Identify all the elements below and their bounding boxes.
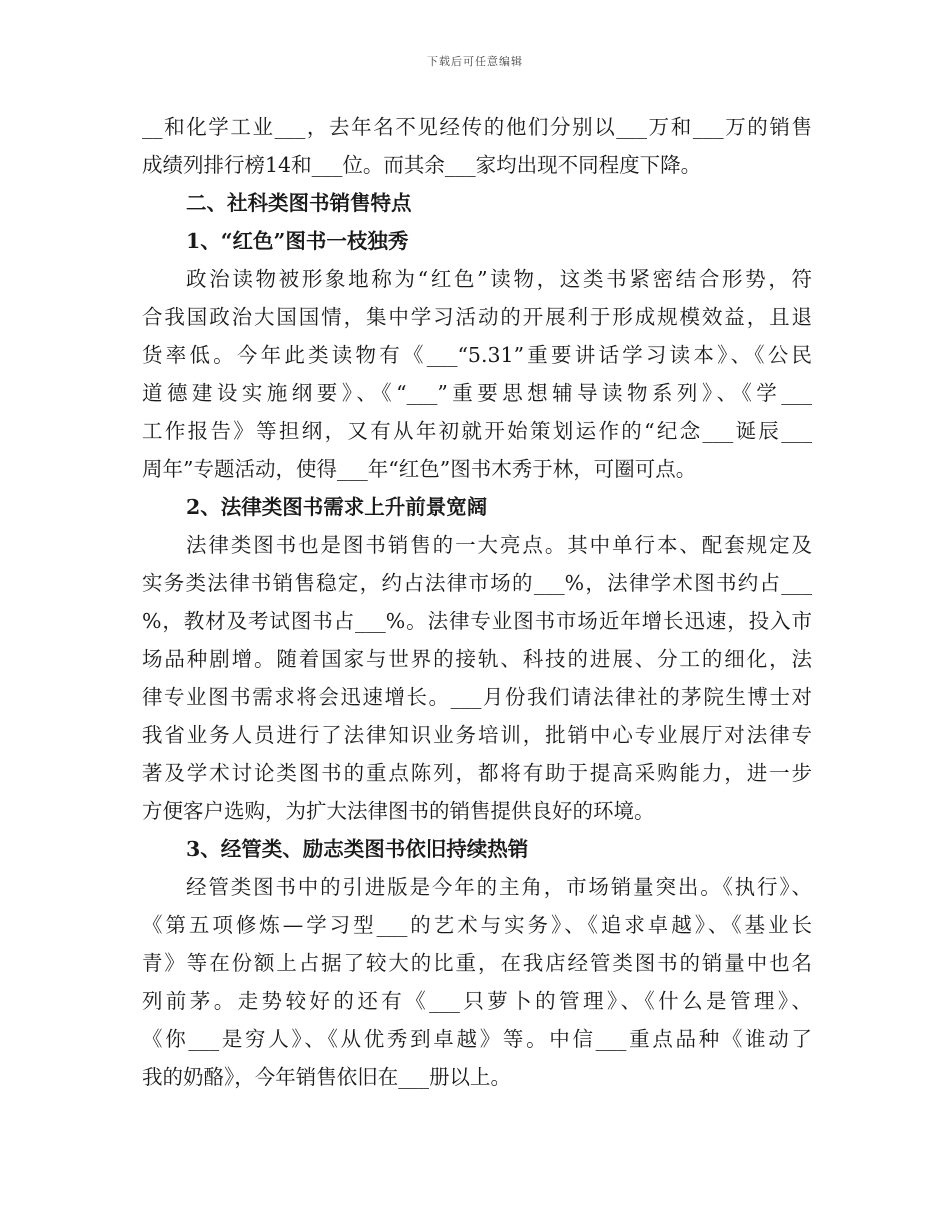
text-line: 《你___是穷人》、《从优秀到卓越》等。中信___重点品种《谁动了: [142, 1027, 812, 1051]
text-line: 法律类图书也是图书销售的一大亮点。其中单行本、配套规定及: [186, 533, 812, 557]
text-line: 青》等在份额上占据了较大的比重，在我店经管类图书的销量中也名: [142, 951, 812, 975]
section-heading: 二、社科类图书销售特点: [186, 191, 412, 215]
text-line: 合我国政治大国国情，集中学习活动的开展利于形成规模效益，且退: [142, 305, 812, 329]
text-line: 政治读物被形象地称为“红色”读物，这类书紧密结合形势，符: [186, 267, 812, 291]
text-line: 列前茅。走势较好的还有《___只萝卜的管理》、《什么是管理》、: [142, 989, 812, 1013]
text-line: 道德建设实施纲要》、《“___”重要思想辅导读物系列》、《学___: [142, 381, 812, 405]
page-header: 下载后可任意编辑: [427, 55, 523, 68]
text-line: 实务类法律书销售稳定，约占法律市场的___%，法律学术图书约占___: [142, 571, 812, 595]
text-line: 方便客户选购，为扩大法律图书的销售提供良好的环境。: [142, 799, 655, 823]
text-line: 著及学术讨论类图书的重点陈列，都将有助于提高采购能力，进一步: [142, 761, 812, 785]
text-line: 《第五项修炼—学习型___的艺术与实务》、《追求卓越》、《基业长: [142, 913, 812, 937]
document-body: [142, 108, 812, 1096]
section-heading: 3、经管类、励志类图书依旧持续热销: [186, 837, 529, 861]
text-line: %，教材及考试图书占___%。法律专业图书市场近年增长迅速，投入市: [142, 609, 812, 633]
text-line: 工作报告》等担纲，又有从年初就开始策划运作的“纪念___诞辰___: [142, 419, 812, 443]
text-line: __和化学工业___，去年名不见经传的他们分别以___万和___万的销售: [142, 115, 812, 139]
text-line: 经管类图书中的引进版是今年的主角，市场销量突出。《执行》、: [186, 875, 812, 899]
text-line: 我的奶酪》，今年销售依旧在___册以上。: [142, 1065, 511, 1089]
text-line: 周年”专题活动，使得___年“红色”图书木秀于林，可圈可点。: [142, 457, 697, 481]
text-line: 我省业务人员进行了法律知识业务培训，批销中心专业展厅对法律专: [142, 723, 812, 747]
section-heading: 1、“红色”图书一枝独秀: [186, 229, 409, 253]
text-line: 场品种剧增。随着国家与世界的接轨、科技的进展、分工的细化，法: [142, 647, 812, 671]
text-line: 货率低。今年此类读物有《___“5.31”重要讲话学习读本》、《公民: [142, 343, 812, 367]
text-line: 成绩列排行榜14和___位。而其余___家均出现不同程度下降。: [142, 153, 702, 177]
text-line: 律专业图书需求将会迅速增长。___月份我们请法律社的茅院生博士对: [142, 685, 812, 709]
section-heading: 2、法律类图书需求上升前景宽阔: [186, 495, 488, 519]
